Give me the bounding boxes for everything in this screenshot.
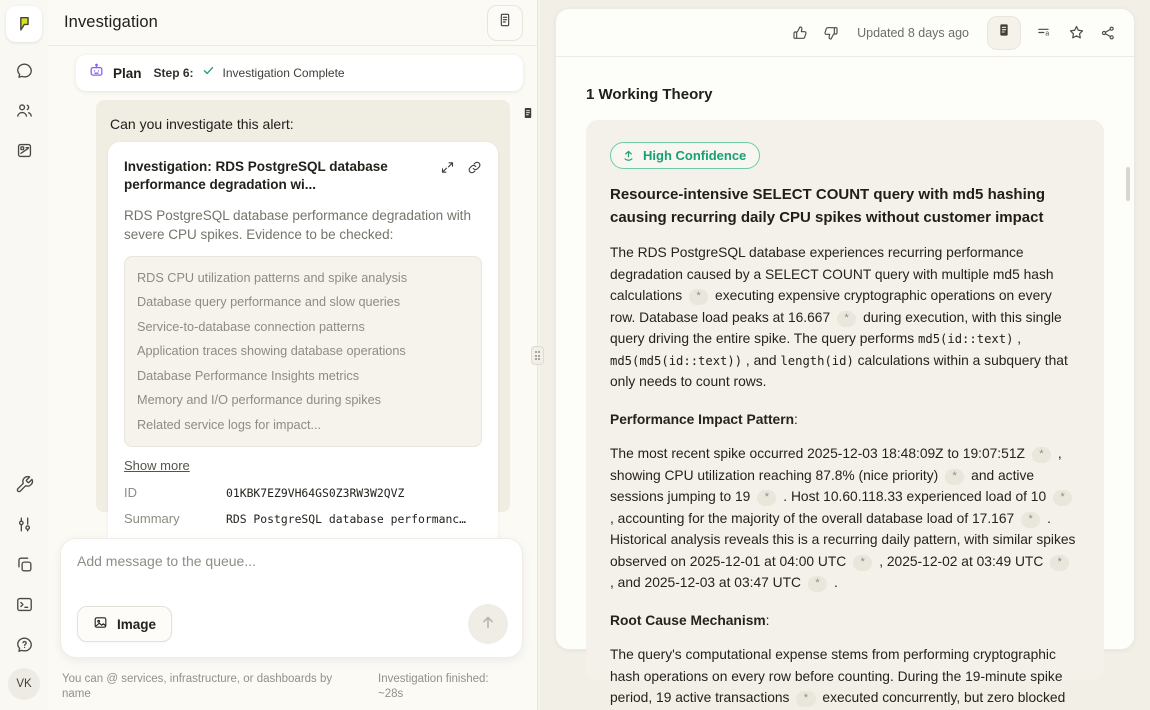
app-logo[interactable] xyxy=(6,6,42,42)
finished-value: ~28s xyxy=(378,688,404,701)
theory-subheading: Root Cause Mechanism: xyxy=(610,612,770,628)
theory-body xyxy=(610,242,1080,709)
bold-text: Performance Impact Pattern xyxy=(610,411,795,427)
card-fields xyxy=(124,485,482,526)
message-composer xyxy=(60,538,523,658)
theory-title: Resource-intensive SELECT COUNT query with md5 hashing causing recurring daily CPU spikes without customer impact xyxy=(610,186,1046,226)
investigation-panel xyxy=(48,0,538,710)
updated-timestamp: Updated 8 days ago xyxy=(857,25,969,40)
theory-card xyxy=(586,120,1104,706)
citation-chip[interactable]: * xyxy=(1032,447,1051,463)
attach-image-label: Image xyxy=(117,616,157,632)
list-item: Database query performance and slow queries xyxy=(137,295,401,310)
star-icon[interactable] xyxy=(1068,24,1085,41)
list-item: Related service logs for impact... xyxy=(137,417,322,432)
report-icon xyxy=(996,22,1012,43)
citation-chip[interactable]: * xyxy=(689,289,708,305)
bold-text: Root Cause Mechanism xyxy=(610,612,766,628)
citation-chip[interactable]: * xyxy=(1021,512,1040,528)
list-item: Database Performance Insights metrics xyxy=(137,368,360,383)
mention-hint: You can @ services, infrastructure, or dashboards by name xyxy=(62,673,333,701)
message-input[interactable] xyxy=(77,553,506,597)
citation-chip[interactable]: * xyxy=(1053,490,1072,506)
people-icon[interactable] xyxy=(10,96,38,124)
report-toggle-button[interactable] xyxy=(487,5,523,41)
alert-card-title: Investigation: RDS PostgreSQL database performance degradation wi... xyxy=(124,159,388,193)
citation-chip[interactable]: * xyxy=(1050,555,1069,571)
report-view-button[interactable] xyxy=(987,16,1021,50)
share-icon[interactable] xyxy=(1100,25,1116,41)
plan-label: Plan xyxy=(113,65,142,81)
link-icon[interactable] xyxy=(467,160,482,180)
check-icon xyxy=(202,64,215,82)
show-more-link[interactable]: Show more xyxy=(124,458,190,474)
field-value: RDS PostgreSQL database performanc… xyxy=(226,511,467,526)
send-button[interactable] xyxy=(468,604,508,644)
citation-chip[interactable]: * xyxy=(837,311,856,327)
icon-rail xyxy=(0,0,48,710)
plan-status-text: Investigation Complete xyxy=(222,66,345,80)
copy-thread-icon[interactable] xyxy=(521,106,535,125)
inline-code: md5(id::text) xyxy=(918,332,1014,347)
plan-status-bar[interactable] xyxy=(76,55,523,91)
attach-image-button[interactable] xyxy=(77,606,172,642)
list-item: Service-to-database connection patterns xyxy=(137,319,365,334)
field-row xyxy=(124,511,482,526)
image-icon xyxy=(93,615,108,633)
confidence-label: High Confidence xyxy=(643,148,747,163)
section-title: 1 Working Theory xyxy=(586,86,713,103)
list-item: Application traces showing database operations xyxy=(137,344,406,359)
logo-icon xyxy=(15,15,33,33)
field-label: Summary xyxy=(124,511,180,527)
report-body xyxy=(556,58,1134,706)
report-icon xyxy=(497,12,513,33)
panel-resize-handle[interactable] xyxy=(531,346,544,365)
svg-text:a: a xyxy=(1045,29,1050,38)
wrench-icon[interactable] xyxy=(10,470,38,498)
terminal-icon[interactable] xyxy=(10,590,38,618)
panel-header xyxy=(48,0,537,46)
alert-card xyxy=(108,142,498,551)
thumbs-up-icon[interactable] xyxy=(792,25,808,41)
scrollbar-thumb[interactable] xyxy=(1126,167,1130,201)
integrations-icon[interactable] xyxy=(10,510,38,538)
theory-paragraph: The query's computational expense stems from performing cryptographic hash operations on every row before counting. During the 19-minute spike period, 19 active transactions * executed concurrently, but zero blocked xyxy=(610,647,1066,706)
field-label: ID xyxy=(124,485,137,501)
citation-chip[interactable]: * xyxy=(853,555,872,571)
finished-label: Investigation finished: xyxy=(378,673,489,686)
confidence-icon xyxy=(621,148,636,163)
theory-subheading: Performance Impact Pattern: xyxy=(610,411,798,427)
thumbs-down-icon[interactable] xyxy=(823,25,839,41)
copy-icon[interactable] xyxy=(10,550,38,578)
evidence-list xyxy=(124,256,482,448)
list-item: Memory and I/O performance during spikes xyxy=(137,393,381,408)
user-message: Can you investigate this alert: xyxy=(110,116,294,132)
alert-card-description: RDS PostgreSQL database performance degradation with severe CPU spikes. Evidence to be checked: xyxy=(124,208,471,242)
arrow-up-icon xyxy=(479,613,497,636)
notes-icon[interactable] xyxy=(10,136,38,164)
inline-code: md5(md5(id::text)) xyxy=(610,353,743,368)
report-card xyxy=(555,8,1135,706)
summary-search-icon[interactable] xyxy=(1036,24,1053,41)
report-header xyxy=(556,9,1134,57)
theory-paragraph: The most recent spike occurred 2025-12-03 18:48:09Z to 19:07:51Z * , showing CPU utilization reaching 87.8% (nice priority) * and active sessions jumping to 19 * . Host 10.60.118.33 experienced load of 10 * , accounting for the majority of the overall database load of 17.167 * . Historical analysis reveals this is a recurring daily pattern, with similar spikes observed on 2025-12-01 at 04:00 UTC * , 2025-12-02 at 03:49 UTC * , and 2025-12-03 at 03:47 UTC * . xyxy=(610,446,1076,591)
report-pane xyxy=(540,0,1150,710)
inline-code: length(id) xyxy=(780,353,854,368)
citation-chip[interactable]: * xyxy=(757,490,776,506)
user-avatar[interactable]: VK xyxy=(8,668,40,700)
plan-step: Step 6: xyxy=(153,66,194,80)
confidence-badge xyxy=(610,142,760,169)
help-icon[interactable] xyxy=(10,630,38,658)
field-value: 01KBK7EZ9VH64GS0Z3RW3W2QVZ xyxy=(226,485,405,500)
panel-footer xyxy=(62,672,527,702)
chat-thread xyxy=(96,100,510,527)
finished-stat xyxy=(378,672,527,702)
expand-icon[interactable] xyxy=(440,160,455,180)
list-item: RDS CPU utilization patterns and spike analysis xyxy=(137,270,408,285)
page-title: Investigation xyxy=(64,13,158,31)
robot-icon xyxy=(88,62,105,84)
citation-chip[interactable]: * xyxy=(808,576,827,592)
field-row xyxy=(124,485,482,500)
chat-icon[interactable] xyxy=(10,56,38,84)
citation-chip[interactable]: * xyxy=(945,469,964,485)
citation-chip[interactable]: * xyxy=(796,691,815,707)
theory-paragraph: The RDS PostgreSQL database experiences recurring performance degradation caused by a SELECT COUNT query with multiple md5 hash calculations * executing expensive cryptographic operations on every row. Database load peaks at 16.667 * during execution, with this single query driving the entire spike. The query performs md5(id::text) , md5(md5(id::text)) , and length(id) calculations within a subquery that only needs to count rows. xyxy=(610,245,1068,390)
